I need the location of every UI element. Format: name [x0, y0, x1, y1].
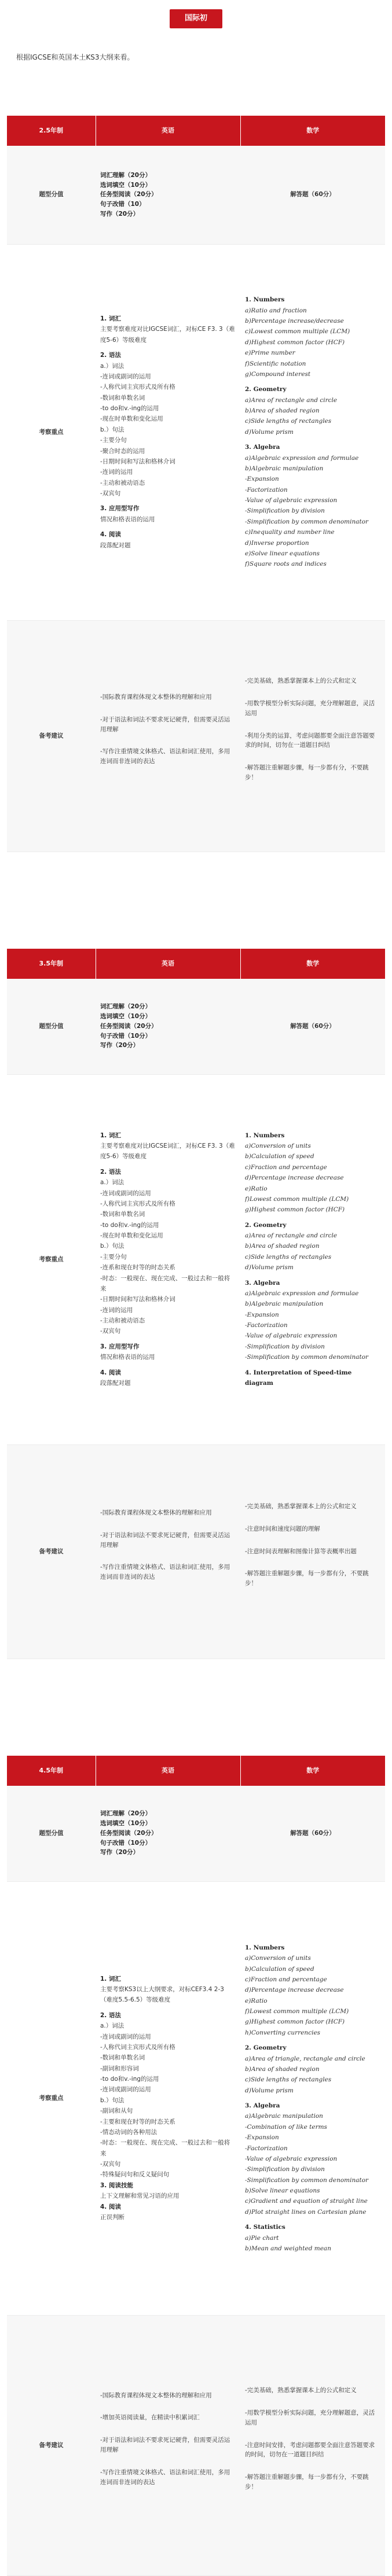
math-header: 数学: [240, 116, 385, 146]
math-topic: -Simplification by division: [245, 1343, 325, 1350]
english-suggestions: [96, 620, 240, 852]
english-question-types: [96, 146, 240, 244]
math-topic: d)Volume prism: [245, 2087, 294, 2094]
math-topic: b)Algebraic manipulation: [245, 1300, 324, 1308]
math-topic: b)Mean and weighted mean: [245, 2245, 331, 2252]
english-point: 4. 阅读: [100, 1369, 121, 1376]
math-topic: e)Ratio: [245, 1185, 268, 1192]
question-type-item: 写作（20分）: [100, 210, 140, 218]
math-topic: 2. Geometry: [245, 2044, 287, 2052]
english-header: 英语: [96, 1756, 240, 1786]
english-point: -连词的运用: [100, 1306, 133, 1314]
math-topic: d)Percentage increase decrease: [245, 1174, 344, 1182]
english-point: a.）词法: [100, 362, 124, 370]
english-key-points: [96, 1074, 240, 1444]
math-topic: -Simplification by common denominator: [245, 1354, 369, 1361]
english-point: -主要和现在时等的时态关系: [100, 2118, 175, 2125]
english-point: -to do和v.-ing的运用: [100, 1221, 159, 1229]
suggestion-item: -解答题注重解题步骤，每一步都有分，不要跳步！: [245, 764, 369, 781]
english-point: -数词和单数名词: [100, 1211, 145, 1218]
math-topic: b)Area of shaded region: [245, 1243, 320, 1250]
suggestion-item: -国际教育课程体现文本整体的理解和应用: [100, 694, 212, 701]
english-point: -情态动词的各种用法: [100, 2128, 157, 2136]
english-point: 3. 阅读技能: [100, 2181, 133, 2189]
syllabus-table: [7, 949, 385, 1659]
english-point: [100, 2006, 236, 2010]
math-topic: [245, 1363, 380, 1368]
english-point: b.）句法: [100, 426, 124, 433]
math-topic: -Expansion: [245, 1311, 279, 1318]
math-topic: 4. Interpretation of Speed-time diagram: [245, 1369, 352, 1387]
english-point: b.）句法: [100, 2096, 124, 2104]
row-suggestions: [7, 1444, 385, 1659]
english-point: 1. 词汇: [100, 1975, 121, 1982]
english-point: -副词和形容词: [100, 2065, 139, 2072]
english-header: 英语: [96, 949, 240, 979]
english-point: 主要考察难度对比IGCSE词汇，对标CE F3. 3（难度5-6）等级难度: [100, 326, 235, 344]
math-topic: c)Fraction and percentage: [245, 1976, 327, 1983]
suggestion-item: -完美基础，熟悉掌握课本上的公式和定义: [245, 1503, 357, 1510]
english-point: [100, 1363, 236, 1368]
math-suggestions: [240, 620, 385, 852]
english-point: [100, 1337, 236, 1342]
syllabus-table: [7, 1756, 385, 2576]
row-label: 考察重点: [7, 1074, 96, 1444]
english-point: 4. 阅读: [100, 2203, 121, 2210]
math-topic: d)Inverse proportion: [245, 539, 309, 547]
suggestion-item: -写作注重情境文体格式、语法和词汇使用，多用连词而非连词的表达: [100, 748, 230, 765]
english-point: -日期时间和写法和格林介词: [100, 458, 175, 465]
math-topic: a)Algebraic manipulation: [245, 2113, 323, 2120]
suggestion-item: -解答题注重解题步骤，每一步都有分，不要跳步！: [245, 1570, 369, 1587]
row-suggestions: [7, 2315, 385, 2575]
english-suggestions: [96, 2315, 240, 2575]
english-point: -双宾句: [100, 490, 121, 497]
english-point: 上下文理解和常见习语的应用: [100, 2192, 179, 2200]
english-suggestions: [96, 1444, 240, 1659]
row-label: 题型分值: [7, 146, 96, 244]
math-topic: [245, 437, 380, 442]
question-type-item: 句子改错（10分）: [100, 1032, 152, 1040]
math-topic: 2. Geometry: [245, 1221, 287, 1229]
math-topic: c)Side lengths of rectangles: [245, 1253, 332, 1261]
english-point: 情况和格表语的运用: [100, 515, 155, 523]
math-topic: c)Gradient and equation of straight line: [245, 2198, 368, 2205]
math-topic: -Value of algebraic expression: [245, 1332, 338, 1340]
english-point: 1. 词汇: [100, 1132, 121, 1139]
math-topic: 4. Statistics: [245, 2224, 285, 2231]
question-type-item: 任务型阅读（20分）: [100, 1022, 157, 1030]
math-topic: c)Side lengths of rectangles: [245, 418, 332, 425]
syllabus-table: [7, 116, 385, 852]
english-point: -主要分句: [100, 1253, 127, 1261]
english-header: 英语: [96, 116, 240, 146]
badge-wrap: [7, 0, 385, 32]
math-question-types: 解答题（60分）: [240, 979, 385, 1074]
row-label: 备考建议: [7, 1444, 96, 1659]
math-topic: [245, 1273, 380, 1278]
row-key-points: [7, 244, 385, 620]
math-topic: 2. Geometry: [245, 386, 287, 393]
row-label: 题型分值: [7, 979, 96, 1074]
english-key-points: [96, 244, 240, 620]
english-point: [100, 345, 236, 350]
math-topic: -Factorization: [245, 2144, 288, 2152]
row-label: 备考建议: [7, 2315, 96, 2575]
english-point: 4. 阅读: [100, 531, 121, 539]
math-topic: -Value of algebraic expression: [245, 2155, 338, 2162]
english-point: [100, 1162, 236, 1167]
suggestion-item: -国际教育课程体现文本整体的理解和应用: [100, 1509, 212, 1516]
english-point: -连词或副词的运用: [100, 2033, 151, 2040]
math-topic: a)Conversion of units: [245, 1955, 311, 1962]
math-topic: -Simplification by division: [245, 507, 325, 515]
question-type-item: 词汇理解（20分）: [100, 1810, 152, 1818]
english-point: -双宾句: [100, 1328, 121, 1335]
suggestion-item: -注意时间表理解和图像计算等表概率出题: [245, 1547, 357, 1555]
suggestion-item: -对于语法和词法不要求死记硬背，但需要灵活运用理解: [100, 1531, 230, 1549]
math-header: 数学: [240, 1756, 385, 1786]
math-question-types: 解答题（60分）: [240, 146, 385, 244]
math-topic: e)Ratio: [245, 1997, 268, 2004]
section-2-5-year: [7, 116, 385, 852]
math-topic: a)Area of rectangle and circle: [245, 1232, 338, 1240]
question-type-item: 选词填空（10分）: [100, 181, 152, 189]
math-topic: c)Inequality and number line: [245, 529, 335, 536]
english-point: [100, 525, 236, 529]
math-topic: c)Lowest common multiple (LCM): [245, 328, 350, 336]
math-topic: b)Area of shaded region: [245, 407, 320, 415]
math-topic: [245, 379, 380, 384]
math-topic: -Factorization: [245, 1322, 288, 1329]
math-header: 数学: [240, 949, 385, 979]
math-topic: [245, 1215, 380, 1220]
question-type-item: 词汇理解（20分）: [100, 171, 152, 179]
math-topic: 1. Numbers: [245, 1132, 285, 1139]
english-question-types: [96, 1786, 240, 1881]
english-point: 2. 语法: [100, 1168, 121, 1175]
suggestion-item: -解答题注重解题步骤，每一步都有分，不要跳步！: [245, 2474, 369, 2490]
english-point: -现在时单数和变化运用: [100, 415, 163, 423]
math-topic: -Simplification by common denominator: [245, 518, 369, 525]
suggestion-item: -完美基础，熟悉掌握课本上的公式和定义: [245, 677, 357, 685]
math-topic: a)Algebraic expression and formulae: [245, 1289, 359, 1297]
math-topic: 3. Algebra: [245, 444, 280, 451]
row-label: 考察重点: [7, 244, 96, 620]
row-suggestions: [7, 620, 385, 852]
math-key-points: [240, 244, 385, 620]
english-point: 2. 语法: [100, 2011, 121, 2019]
english-point: -人称代词主宾形式及所有格: [100, 384, 175, 391]
math-topic: b)Calculation of speed: [245, 1965, 314, 1973]
math-topic: 3. Algebra: [245, 1279, 280, 1287]
math-topic: -Combination of like terms: [245, 2123, 327, 2131]
suggestion-item: -利用分类的运算，考虑问题都要全面注意答题要求的时间，切勿在一道题目纠结: [245, 732, 375, 749]
suggestion-item: -国际教育课程体现文本整体的理解和应用: [100, 2391, 212, 2399]
suggestion-item: -写作注重情境文体格式、语法和词汇使用，多用连词而非连词的表达: [100, 1564, 230, 1581]
math-topic: -Factorization: [245, 486, 288, 493]
suggestion-item: -增加英语阅读量，在精读中积累词汇: [100, 2414, 200, 2422]
grade-header: 4.5年制: [7, 1756, 96, 1786]
math-suggestions: [240, 1444, 385, 1659]
math-topic: b)Area of shaded region: [245, 2065, 320, 2073]
question-type-item: 句子改错（10分）: [100, 1839, 152, 1847]
math-topic: d)Volume prism: [245, 428, 294, 436]
english-point: -to do和v.-ing的运用: [100, 405, 159, 412]
english-point: -连词或副词的运用: [100, 2086, 151, 2094]
math-topic: a)Algebraic expression and formulae: [245, 454, 359, 462]
math-topic: -Simplification by division: [245, 2166, 325, 2173]
english-key-points: [96, 1881, 240, 2315]
english-point: -现在时单数和变化运用: [100, 1232, 163, 1240]
english-point: -副词和从句: [100, 2107, 133, 2115]
math-topic: c)Side lengths of rectangles: [245, 2076, 332, 2084]
english-point: -连词或副词的运用: [100, 1189, 151, 1197]
row-label: 考察重点: [7, 1881, 96, 2315]
math-topic: d)Volume prism: [245, 1264, 294, 1272]
english-point: -数词和单数名词: [100, 2054, 145, 2062]
math-topic: 1. Numbers: [245, 1944, 285, 1951]
suggestion-item: -用数学模型分析实际问题，充分理解题意，灵活运用: [245, 2409, 375, 2426]
english-point: -连系和现在时等的时态关系: [100, 1264, 175, 1272]
math-topic: -Expansion: [245, 476, 279, 483]
math-topic: h)Converting currencies: [245, 2029, 321, 2036]
math-suggestions: [240, 2315, 385, 2575]
suggestion-item: -注意时间安排，考虑问题都要全面注意答题要求的时间，切勿在一道题目纠结: [245, 2441, 375, 2459]
math-topic: [245, 2038, 380, 2043]
english-point: -时态：一般现在、现在完成、一般过去和一般将来: [100, 1274, 230, 1292]
math-topic: g)Highest common factor (HCF): [245, 2018, 345, 2026]
english-point: -连词的运用: [100, 469, 133, 476]
english-point: -to do和v.-ing的运用: [100, 2076, 159, 2083]
math-topic: f)Scientific notation: [245, 360, 306, 367]
math-topic: f)Square roots and indices: [245, 561, 327, 568]
english-point: a.）词法: [100, 1179, 124, 1186]
question-type-item: 任务型阅读（20分）: [100, 191, 157, 198]
question-type-item: 任务型阅读（20分）: [100, 1829, 157, 1837]
english-point: -特殊疑问句和反义疑问句: [100, 2171, 170, 2179]
row-label: 题型分值: [7, 1786, 96, 1881]
english-point: b.）句法: [100, 1243, 124, 1250]
english-point: [100, 499, 236, 503]
question-type-item: 词汇理解（20分）: [100, 1003, 152, 1011]
question-type-item: 句子改错（10）: [100, 201, 145, 208]
math-topic: -Expansion: [245, 2134, 279, 2142]
math-key-points: [240, 1074, 385, 1444]
suggestion-item: -注意时间和速度问题的理解: [245, 1525, 320, 1532]
english-point: -双宾句: [100, 2161, 121, 2168]
math-topic: 3. Algebra: [245, 2102, 280, 2109]
grade-header: 3.5年制: [7, 949, 96, 979]
question-type-item: 写作（20分）: [100, 1042, 140, 1049]
math-topic: b)Algebraic manipulation: [245, 465, 324, 472]
math-topic: d)Percentage increase decrease: [245, 1987, 344, 1994]
suggestion-item: -对于语法和词法不要求死记硬背，但需要灵活运用理解: [100, 716, 230, 733]
row-question-types: [7, 1786, 385, 1881]
english-question-types: [96, 979, 240, 1074]
english-point: -时态：一般现在、现在完成、一般过去和一般将来: [100, 2139, 230, 2157]
row-question-types: [7, 146, 385, 244]
english-point: -数词和单数名词: [100, 394, 145, 401]
math-topic: c)Fraction and percentage: [245, 1163, 327, 1171]
english-point: 3. 应用型写作: [100, 1343, 140, 1350]
english-point: -日期时间和写法和格林介词: [100, 1296, 175, 1303]
row-question-types: [7, 979, 385, 1074]
math-topic: a)Area of rectangle and circle: [245, 396, 338, 404]
english-point: -人称代词主宾形式及所有格: [100, 1200, 175, 1207]
math-topic: a)Ratio and fraction: [245, 307, 307, 314]
english-point: -聚合时态的运用: [100, 447, 145, 455]
intro-text: 根据IGCSE和英国本土KS3大纲来看。: [16, 53, 134, 61]
math-topic: e)Solve linear equations: [245, 550, 320, 557]
math-key-points: [240, 1881, 385, 2315]
math-topic: -Value of algebraic expression: [245, 497, 338, 504]
math-topic: d)Highest common factor (HCF): [245, 338, 345, 346]
english-point: 情况和格表语的运用: [100, 1354, 155, 1361]
suggestion-item: -用数学模型分析实际问题，充分理解题意，灵活运用: [245, 700, 375, 717]
grade-header: 2.5年制: [7, 116, 96, 146]
english-point: -主要分句: [100, 437, 127, 444]
math-topic: f)Lowest common multiple (LCM): [245, 1195, 349, 1203]
math-question-types: 解答题（60分）: [240, 1786, 385, 1881]
math-topic: e)Prime number: [245, 349, 295, 357]
row-key-points: [7, 1074, 385, 1444]
english-point: -主动和被动语态: [100, 479, 145, 487]
math-topic: g)Highest common factor (HCF): [245, 1206, 345, 1214]
math-topic: f)Lowest common multiple (LCM): [245, 2008, 349, 2015]
suggestion-item: -完美基础，熟悉掌握课本上的公式和定义: [245, 2387, 357, 2394]
question-type-item: 选词填空（10分）: [100, 1013, 152, 1020]
english-point: 段落配对题: [100, 1379, 131, 1387]
math-topic: a)Pie chart: [245, 2234, 279, 2242]
english-point: 主要考察KS3以上大纲要求，对标CEF3.4 2-3（难度5.5-6.5）等级难度: [100, 1986, 224, 2004]
english-point: 3. 应用型写作: [100, 505, 140, 513]
math-topic: [245, 2096, 380, 2100]
math-topic: [245, 2217, 380, 2222]
suggestion-item: -对于语法和词法不要求死记硬背，但需要灵活运用理解: [100, 2437, 230, 2453]
question-type-item: 写作（20分）: [100, 1849, 140, 1856]
english-point: 正误判断: [100, 2213, 124, 2221]
math-topic: -Simplification by common denominator: [245, 2176, 369, 2184]
math-topic: a)Conversion of units: [245, 1143, 311, 1150]
category-badge: 国际初: [170, 9, 222, 28]
math-topic: d)Plot straight lines on Cartesian plane: [245, 2208, 367, 2216]
math-topic: b)Solve linear equations: [245, 2187, 320, 2194]
english-point: 主要考察难度对比IGCSE词汇，对标CE F3. 3（难度5-6）等级难度: [100, 1143, 235, 1160]
question-type-item: 选词填空（10分）: [100, 1820, 152, 1827]
section-3-5-year: [7, 949, 385, 1659]
english-point: 1. 词汇: [100, 315, 121, 323]
math-topic: g)Compound interest: [245, 370, 311, 378]
row-label: 备考建议: [7, 620, 96, 852]
english-point: a.）词法: [100, 2022, 124, 2030]
math-topic: 1. Numbers: [245, 296, 285, 304]
math-topic: a)Area of triangle, rectangle and circle: [245, 2055, 365, 2062]
math-topic: b)Percentage increase/decrease: [245, 318, 344, 325]
english-point: -人称代词主宾形式及所有格: [100, 2043, 175, 2051]
row-key-points: [7, 1881, 385, 2315]
math-topic: b)Calculation of speed: [245, 1153, 314, 1160]
section-4-5-year: [7, 1756, 385, 2576]
english-point: -连词或副词的运用: [100, 373, 151, 380]
english-point: -主动和被动语态: [100, 1317, 145, 1325]
english-point: 2. 语法: [100, 352, 121, 359]
suggestion-item: -写作注重情境文体格式、语法和词汇使用，多用连词而非连词的表达: [100, 2468, 230, 2486]
english-point: 段落配对题: [100, 541, 131, 549]
